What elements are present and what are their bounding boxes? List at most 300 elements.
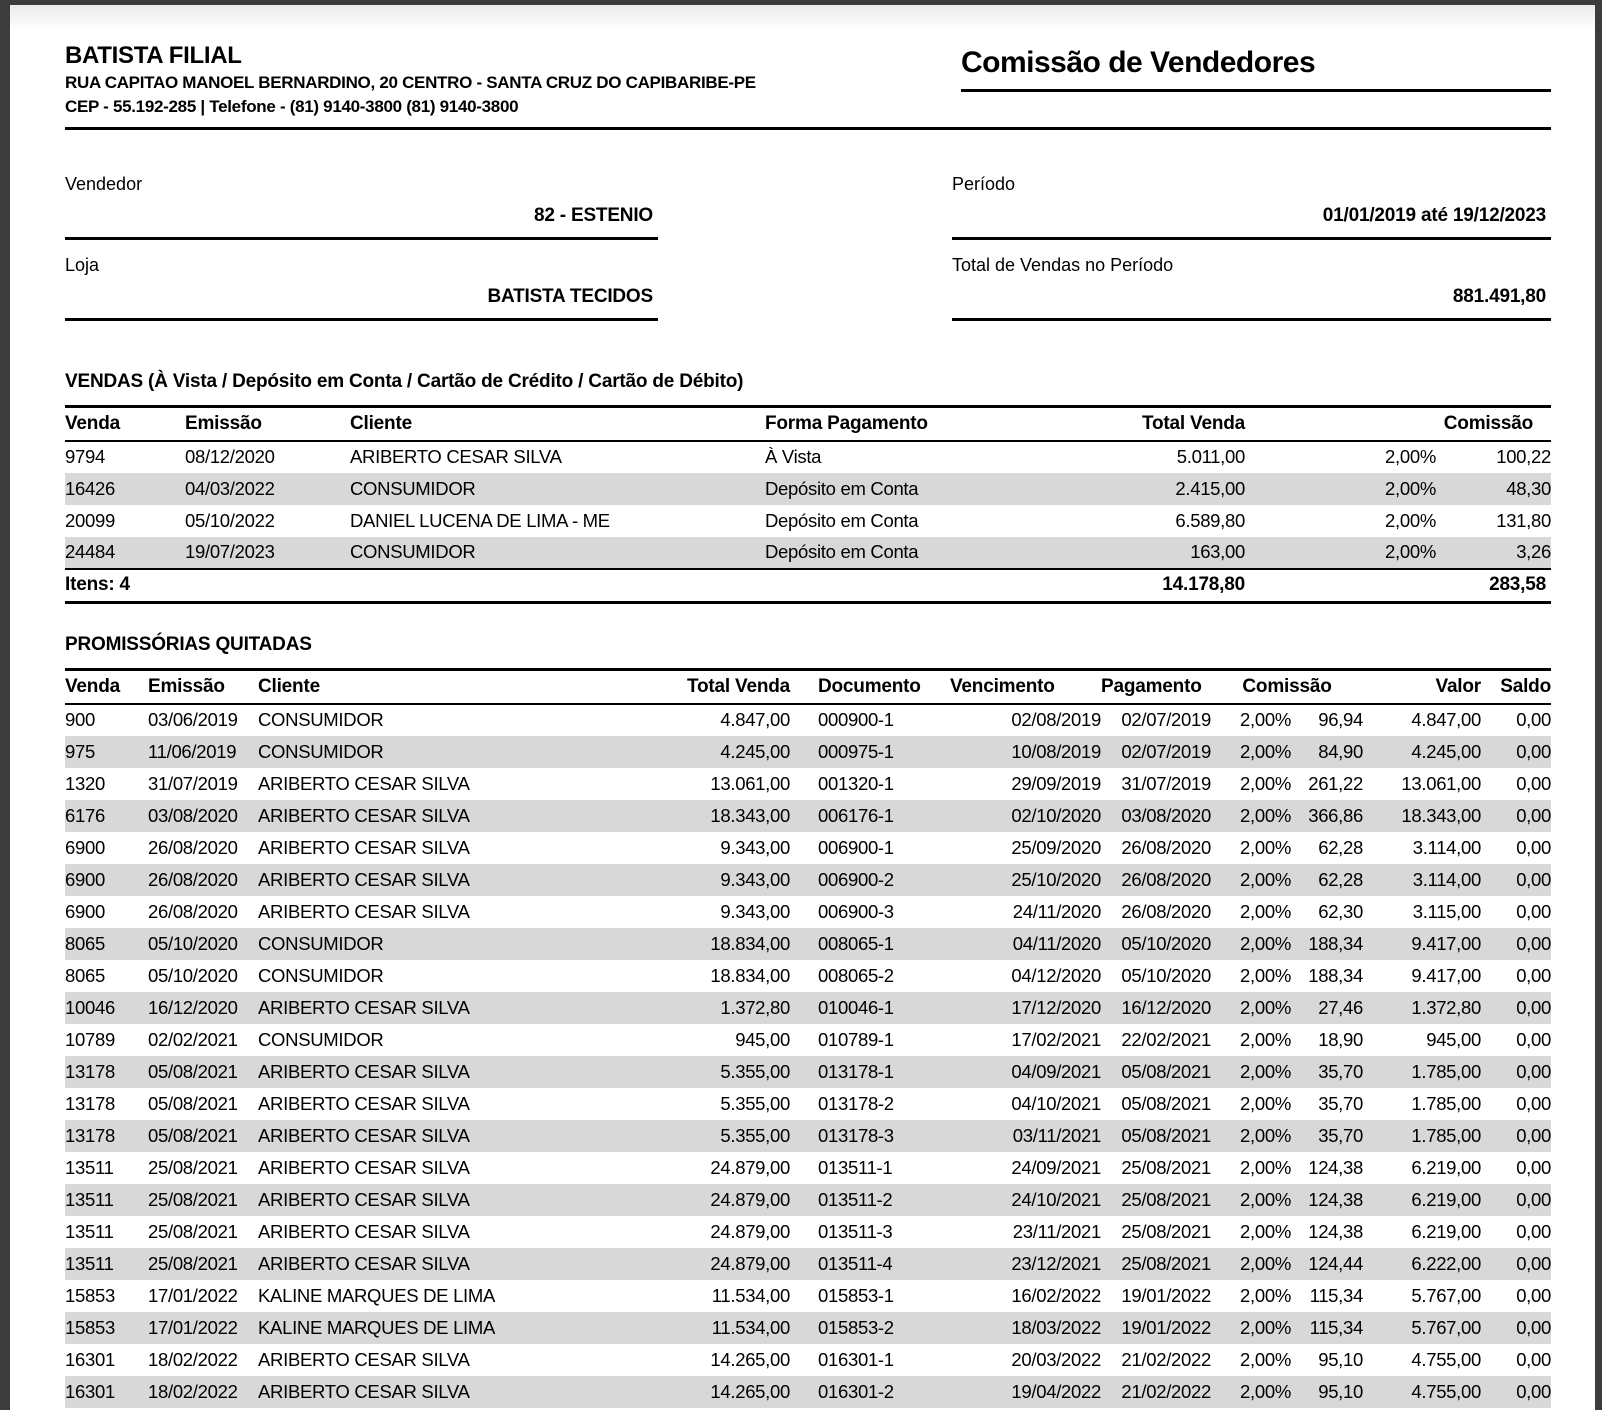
emissao-cell: 05/08/2021 xyxy=(148,1060,238,1082)
emissao-cell: 05/08/2021 xyxy=(148,1092,238,1114)
periodo-label: Período xyxy=(952,174,1016,194)
total-vendas-value: 881.491,80 xyxy=(1452,286,1546,307)
vendas-section-title: VENDAS (À Vista / Depósito em Conta / Cartão de Crédito / Cartão de Débito) xyxy=(65,371,744,392)
vencimento-cell: 10/08/2019 xyxy=(1011,740,1101,762)
cliente-cell: DANIEL LUCENA DE LIMA - ME xyxy=(350,509,610,531)
table-row xyxy=(65,832,1551,864)
pagamento-cell: 05/08/2021 xyxy=(1121,1060,1211,1082)
promissorias-section-title: PROMISSÓRIAS QUITADAS xyxy=(65,634,312,655)
report-header xyxy=(65,41,1551,119)
venda-cell: 900 xyxy=(65,709,95,730)
cliente-cell: ARIBERTO CESAR SILVA xyxy=(258,1124,470,1146)
comissao-pct-cell: 2,00% xyxy=(1240,1380,1291,1402)
cliente-cell: ARIBERTO CESAR SILVA xyxy=(258,868,470,890)
valor-cell: 4.245,00 xyxy=(1411,740,1481,762)
total-venda-cell: 11.534,00 xyxy=(711,1316,790,1338)
comissao-valor-cell: 124,38 xyxy=(1308,1220,1363,1242)
comissao-valor-cell: 3,26 xyxy=(1516,541,1551,562)
total-venda-cell: 4.847,00 xyxy=(720,709,790,730)
comissao-valor-cell: 35,70 xyxy=(1318,1124,1363,1146)
table-row xyxy=(65,1216,1551,1248)
vendas-table-body xyxy=(65,441,1551,569)
col-header-cliente: Cliente xyxy=(258,670,655,704)
field-loja xyxy=(65,253,658,321)
pagamento-cell: 19/01/2022 xyxy=(1121,1284,1211,1306)
pagamento-cell: 05/08/2021 xyxy=(1121,1124,1211,1146)
cliente-cell: ARIBERTO CESAR SILVA xyxy=(258,1188,470,1210)
col-header-vencimento: Vencimento xyxy=(950,670,1101,704)
valor-cell: 1.785,00 xyxy=(1411,1060,1481,1082)
emissao-cell: 17/01/2022 xyxy=(148,1284,238,1306)
saldo-cell: 0,00 xyxy=(1516,932,1551,954)
company-block xyxy=(65,41,961,119)
vencimento-cell: 04/12/2020 xyxy=(1011,964,1101,986)
venda-cell: 6900 xyxy=(65,868,105,890)
cliente-cell: ARIBERTO CESAR SILVA xyxy=(258,804,470,826)
table-row xyxy=(65,768,1551,800)
cliente-cell: ARIBERTO CESAR SILVA xyxy=(258,1092,470,1114)
valor-cell: 6.219,00 xyxy=(1411,1188,1481,1210)
col-header-total-venda: Total Venda xyxy=(1125,407,1245,441)
pagamento-cell: 02/07/2019 xyxy=(1121,709,1211,730)
comissao-valor-cell: 62,28 xyxy=(1318,836,1363,858)
venda-cell: 13178 xyxy=(65,1060,115,1082)
emissao-cell: 25/08/2021 xyxy=(148,1188,238,1210)
emissao-cell: 26/08/2020 xyxy=(148,868,238,890)
comissao-pct-cell: 2,00% xyxy=(1240,932,1291,954)
comissao-valor-cell: 27,46 xyxy=(1318,996,1363,1018)
promissorias-section xyxy=(65,634,1551,1408)
emissao-cell: 19/07/2023 xyxy=(185,541,275,562)
cliente-cell: CONSUMIDOR xyxy=(258,709,384,730)
valor-cell: 6.222,00 xyxy=(1411,1252,1481,1274)
venda-cell: 13511 xyxy=(65,1220,114,1242)
pagamento-cell: 02/07/2019 xyxy=(1121,740,1211,762)
documento-cell: 015853-2 xyxy=(818,1316,894,1338)
total-venda-cell: 5.355,00 xyxy=(720,1124,790,1146)
vencimento-cell: 04/11/2020 xyxy=(1012,932,1101,954)
pagamento-cell: 25/08/2021 xyxy=(1121,1188,1211,1210)
total-venda-cell: 18.343,00 xyxy=(710,804,790,826)
cliente-cell: ARIBERTO CESAR SILVA xyxy=(258,1220,470,1242)
documento-cell: 015853-1 xyxy=(818,1284,894,1306)
company-name: BATISTA FILIAL xyxy=(65,42,242,69)
comissao-valor-cell: 84,90 xyxy=(1318,740,1363,762)
vendas-table xyxy=(65,405,1551,604)
documento-cell: 016301-2 xyxy=(818,1380,894,1402)
valor-cell: 3.115,00 xyxy=(1412,900,1481,922)
pagamento-cell: 26/08/2020 xyxy=(1121,868,1211,890)
info-fields xyxy=(65,172,1551,321)
emissao-cell: 08/12/2020 xyxy=(185,446,275,467)
vencimento-cell: 24/09/2021 xyxy=(1011,1156,1101,1178)
pagamento-cell: 22/02/2021 xyxy=(1121,1028,1211,1050)
total-venda-cell: 4.245,00 xyxy=(720,740,790,762)
documento-cell: 006900-2 xyxy=(818,868,894,890)
emissao-cell: 03/08/2020 xyxy=(148,804,238,826)
venda-cell: 24484 xyxy=(65,541,115,562)
saldo-cell: 0,00 xyxy=(1516,1284,1551,1306)
pagamento-cell: 05/10/2020 xyxy=(1121,964,1211,986)
comissao-pct-cell: 2,00% xyxy=(1240,1188,1291,1210)
emissao-cell: 04/03/2022 xyxy=(185,477,275,499)
venda-cell: 6176 xyxy=(65,804,105,826)
table-row xyxy=(65,1376,1551,1408)
comissao-pct-cell: 2,00% xyxy=(1240,996,1291,1018)
comissao-valor-cell: 18,90 xyxy=(1318,1028,1363,1050)
table-row xyxy=(65,704,1551,736)
col-header-saldo: Saldo xyxy=(1481,670,1551,704)
col-header-total-venda: Total Venda xyxy=(655,670,790,704)
documento-cell: 013511-1 xyxy=(818,1156,893,1178)
company-address: RUA CAPITAO MANOEL BERNARDINO, 20 CENTRO - SANTA CRUZ DO CAPIBARIBE-PE xyxy=(65,73,756,92)
valor-cell: 18.343,00 xyxy=(1401,804,1481,826)
comissao-valor-cell: 100,22 xyxy=(1496,446,1551,467)
saldo-cell: 0,00 xyxy=(1516,709,1551,730)
table-row xyxy=(65,1024,1551,1056)
venda-cell: 975 xyxy=(65,740,95,762)
cliente-cell: ARIBERTO CESAR SILVA xyxy=(350,446,562,467)
documento-cell: 000900-1 xyxy=(818,709,894,730)
company-contact: CEP - 55.192-285 | Telefone - (81) 9140-3800 (81) 9140-3800 xyxy=(65,97,519,116)
saldo-cell: 0,00 xyxy=(1516,1092,1551,1114)
emissao-cell: 05/10/2022 xyxy=(185,509,275,531)
venda-cell: 16301 xyxy=(65,1348,115,1370)
comissao-valor-cell: 115,34 xyxy=(1309,1316,1363,1338)
comissao-valor-cell: 188,34 xyxy=(1308,964,1363,986)
saldo-cell: 0,00 xyxy=(1516,1316,1551,1338)
vencimento-cell: 04/10/2021 xyxy=(1011,1092,1101,1114)
valor-cell: 3.114,00 xyxy=(1412,868,1481,890)
total-venda-cell: 18.834,00 xyxy=(710,964,790,986)
comissao-pct-cell: 2,00% xyxy=(1240,964,1291,986)
comissao-pct-cell: 2,00% xyxy=(1240,1284,1291,1306)
cliente-cell: ARIBERTO CESAR SILVA xyxy=(258,772,470,794)
emissao-cell: 18/02/2022 xyxy=(148,1348,238,1370)
table-row xyxy=(65,537,1551,569)
comissao-valor-cell: 115,34 xyxy=(1309,1284,1363,1306)
emissao-cell: 18/02/2022 xyxy=(148,1380,238,1402)
vencimento-cell: 18/03/2022 xyxy=(1011,1316,1101,1338)
comissao-pct-cell: 2,00% xyxy=(1385,541,1436,562)
documento-cell: 000975-1 xyxy=(818,740,894,762)
forma-pagamento-cell: Depósito em Conta xyxy=(765,509,919,531)
table-row xyxy=(65,441,1551,473)
pagamento-cell: 05/10/2020 xyxy=(1121,932,1211,954)
pagamento-cell: 31/07/2019 xyxy=(1121,772,1211,794)
vencimento-cell: 19/04/2022 xyxy=(1011,1380,1101,1402)
report-page xyxy=(10,5,1595,1410)
emissao-cell: 17/01/2022 xyxy=(148,1316,238,1338)
vencimento-cell: 23/11/2021 xyxy=(1012,1220,1101,1242)
venda-cell: 15853 xyxy=(65,1316,115,1338)
valor-cell: 4.755,00 xyxy=(1411,1380,1481,1402)
cliente-cell: ARIBERTO CESAR SILVA xyxy=(258,836,470,858)
cliente-cell: ARIBERTO CESAR SILVA xyxy=(258,1252,470,1274)
vencimento-cell: 29/09/2019 xyxy=(1011,772,1101,794)
vendas-total-venda-sum: 14.178,80 xyxy=(1125,569,1245,603)
venda-cell: 16301 xyxy=(65,1380,115,1402)
vencimento-cell: 25/10/2020 xyxy=(1011,868,1101,890)
saldo-cell: 0,00 xyxy=(1516,1220,1551,1242)
col-header-emissao: Emissão xyxy=(185,407,350,441)
venda-cell: 6900 xyxy=(65,900,105,922)
comissao-valor-cell: 35,70 xyxy=(1318,1092,1363,1114)
total-venda-cell: 24.879,00 xyxy=(710,1252,790,1274)
col-header-valor: Valor xyxy=(1363,670,1481,704)
pagamento-cell: 19/01/2022 xyxy=(1121,1316,1211,1338)
info-right-column xyxy=(952,172,1551,321)
promissorias-header-row xyxy=(65,670,1551,704)
comissao-pct-cell: 2,00% xyxy=(1240,1156,1291,1178)
promissorias-table xyxy=(65,668,1551,1408)
pagamento-cell: 05/08/2021 xyxy=(1121,1092,1211,1114)
info-left-column xyxy=(65,172,658,321)
saldo-cell: 0,00 xyxy=(1516,996,1551,1018)
saldo-cell: 0,00 xyxy=(1516,804,1551,826)
venda-cell: 10046 xyxy=(65,996,115,1018)
comissao-pct-cell: 2,00% xyxy=(1240,1060,1291,1082)
col-header-comissao: Comissão xyxy=(1245,407,1551,441)
comissao-pct-cell: 2,00% xyxy=(1385,446,1436,467)
emissao-cell: 02/02/2021 xyxy=(148,1028,238,1050)
venda-cell: 20099 xyxy=(65,509,115,531)
valor-cell: 5.767,00 xyxy=(1411,1284,1481,1306)
vendas-table-foot xyxy=(65,569,1551,603)
emissao-cell: 26/08/2020 xyxy=(148,900,238,922)
table-row xyxy=(65,1344,1551,1376)
col-header-venda: Venda xyxy=(65,407,185,441)
saldo-cell: 0,00 xyxy=(1516,1188,1551,1210)
comissao-pct-cell: 2,00% xyxy=(1240,772,1291,794)
comissao-pct-cell: 2,00% xyxy=(1240,836,1291,858)
emissao-cell: 05/08/2021 xyxy=(148,1124,238,1146)
venda-cell: 13511 xyxy=(65,1156,114,1178)
loja-label: Loja xyxy=(65,255,100,275)
vencimento-cell: 03/11/2021 xyxy=(1012,1124,1101,1146)
promissorias-table-head xyxy=(65,670,1551,704)
documento-cell: 013178-1 xyxy=(818,1060,894,1082)
table-row xyxy=(65,505,1551,537)
pagamento-cell: 25/08/2021 xyxy=(1121,1252,1211,1274)
saldo-cell: 0,00 xyxy=(1516,836,1551,858)
comissao-valor-cell: 188,34 xyxy=(1308,932,1363,954)
documento-cell: 013511-2 xyxy=(818,1188,893,1210)
saldo-cell: 0,00 xyxy=(1516,1380,1551,1402)
documento-cell: 013178-2 xyxy=(818,1092,894,1114)
comissao-valor-cell: 366,86 xyxy=(1308,804,1363,826)
pagamento-cell: 26/08/2020 xyxy=(1121,900,1211,922)
field-total-vendas xyxy=(952,253,1551,321)
vencimento-cell: 24/11/2020 xyxy=(1012,900,1101,922)
col-header-venda: Venda xyxy=(65,670,148,704)
table-row xyxy=(65,1248,1551,1280)
documento-cell: 010046-1 xyxy=(818,996,894,1018)
col-header-cliente: Cliente xyxy=(350,407,765,441)
vencimento-cell: 23/12/2021 xyxy=(1011,1252,1101,1274)
cliente-cell: ARIBERTO CESAR SILVA xyxy=(258,1156,470,1178)
emissao-cell: 05/10/2020 xyxy=(148,964,238,986)
total-venda-cell: 14.265,00 xyxy=(710,1348,790,1370)
venda-cell: 13178 xyxy=(65,1092,115,1114)
saldo-cell: 0,00 xyxy=(1516,868,1551,890)
venda-cell: 13178 xyxy=(65,1124,115,1146)
table-row xyxy=(65,800,1551,832)
documento-cell: 006900-3 xyxy=(818,900,894,922)
comissao-valor-cell: 96,94 xyxy=(1318,709,1363,730)
saldo-cell: 0,00 xyxy=(1516,1124,1551,1146)
valor-cell: 9.417,00 xyxy=(1411,964,1481,986)
promissorias-table-body xyxy=(65,704,1551,1408)
venda-cell: 10789 xyxy=(65,1028,115,1050)
table-row xyxy=(65,864,1551,896)
vencimento-cell: 04/09/2021 xyxy=(1011,1060,1101,1082)
emissao-cell: 05/10/2020 xyxy=(148,932,238,954)
vencimento-cell: 02/08/2019 xyxy=(1011,709,1101,730)
comissao-valor-cell: 95,10 xyxy=(1318,1380,1363,1402)
venda-cell: 15853 xyxy=(65,1284,115,1306)
pagamento-cell: 26/08/2020 xyxy=(1121,836,1211,858)
valor-cell: 1.785,00 xyxy=(1411,1124,1481,1146)
comissao-valor-cell: 131,80 xyxy=(1496,509,1551,531)
col-header-documento: Documento xyxy=(790,670,950,704)
comissao-pct-cell: 2,00% xyxy=(1240,1348,1291,1370)
comissao-pct-cell: 2,00% xyxy=(1240,1124,1291,1146)
saldo-cell: 0,00 xyxy=(1516,772,1551,794)
vendas-itens-label: Itens: 4 xyxy=(65,569,1125,603)
documento-cell: 001320-1 xyxy=(818,772,894,794)
total-venda-cell: 9.343,00 xyxy=(720,836,790,858)
total-venda-cell: 24.879,00 xyxy=(710,1188,790,1210)
venda-cell: 9794 xyxy=(65,446,105,467)
cliente-cell: ARIBERTO CESAR SILVA xyxy=(258,1348,470,1370)
periodo-value: 01/01/2019 até 19/12/2023 xyxy=(1322,205,1546,226)
total-venda-cell: 1.372,80 xyxy=(720,996,790,1018)
vendas-totals-row xyxy=(65,569,1551,603)
table-row xyxy=(65,1280,1551,1312)
comissao-valor-cell: 124,38 xyxy=(1308,1188,1363,1210)
pagamento-cell: 16/12/2020 xyxy=(1121,996,1211,1018)
comissao-valor-cell: 48,30 xyxy=(1506,477,1551,499)
title-block xyxy=(961,41,1551,92)
report-title: Comissão de Vendedores xyxy=(961,43,1551,92)
comissao-pct-cell: 2,00% xyxy=(1240,868,1291,890)
table-row xyxy=(65,1152,1551,1184)
venda-cell: 8065 xyxy=(65,932,105,954)
saldo-cell: 0,00 xyxy=(1516,900,1551,922)
total-venda-cell: 5.355,00 xyxy=(720,1060,790,1082)
vencimento-cell: 02/10/2020 xyxy=(1011,804,1101,826)
valor-cell: 13.061,00 xyxy=(1401,772,1481,794)
comissao-valor-cell: 124,38 xyxy=(1308,1156,1363,1178)
documento-cell: 006176-1 xyxy=(818,804,894,826)
total-venda-cell: 945,00 xyxy=(735,1028,790,1050)
valor-cell: 945,00 xyxy=(1426,1028,1481,1050)
total-venda-cell: 24.879,00 xyxy=(710,1156,790,1178)
pagamento-cell: 21/02/2022 xyxy=(1121,1380,1211,1402)
total-venda-cell: 11.534,00 xyxy=(711,1284,790,1306)
valor-cell: 4.847,00 xyxy=(1411,709,1481,730)
documento-cell: 013178-3 xyxy=(818,1124,894,1146)
vendas-section xyxy=(65,371,1551,604)
cliente-cell: CONSUMIDOR xyxy=(258,932,384,954)
col-header-forma-pagamento: Forma Pagamento xyxy=(765,407,1125,441)
cliente-cell: CONSUMIDOR xyxy=(258,740,384,762)
vencimento-cell: 17/02/2021 xyxy=(1011,1028,1101,1050)
venda-cell: 13511 xyxy=(65,1188,114,1210)
saldo-cell: 0,00 xyxy=(1516,1060,1551,1082)
comissao-valor-cell: 62,28 xyxy=(1318,868,1363,890)
total-venda-cell: 13.061,00 xyxy=(710,772,790,794)
emissao-cell: 11/06/2019 xyxy=(148,740,237,762)
valor-cell: 6.219,00 xyxy=(1411,1220,1481,1242)
forma-pagamento-cell: À Vista xyxy=(765,446,822,467)
valor-cell: 6.219,00 xyxy=(1411,1156,1481,1178)
table-row xyxy=(65,928,1551,960)
cliente-cell: CONSUMIDOR xyxy=(258,1028,384,1050)
vendas-header-row xyxy=(65,407,1551,441)
emissao-cell: 31/07/2019 xyxy=(148,772,238,794)
vendedor-label: Vendedor xyxy=(65,174,143,194)
emissao-cell: 03/06/2019 xyxy=(148,709,238,730)
comissao-valor-cell: 261,22 xyxy=(1308,772,1363,794)
table-row xyxy=(65,1312,1551,1344)
valor-cell: 1.372,80 xyxy=(1411,996,1481,1018)
documento-cell: 013511-3 xyxy=(818,1220,893,1242)
valor-cell: 3.114,00 xyxy=(1412,836,1481,858)
cliente-cell: ARIBERTO CESAR SILVA xyxy=(258,1380,470,1402)
valor-cell: 1.785,00 xyxy=(1411,1092,1481,1114)
vencimento-cell: 17/12/2020 xyxy=(1011,996,1101,1018)
cliente-cell: CONSUMIDOR xyxy=(350,477,476,499)
venda-cell: 8065 xyxy=(65,964,105,986)
total-venda-cell: 24.879,00 xyxy=(710,1220,790,1242)
emissao-cell: 25/08/2021 xyxy=(148,1252,238,1274)
cliente-cell: ARIBERTO CESAR SILVA xyxy=(258,900,470,922)
vencimento-cell: 25/09/2020 xyxy=(1011,836,1101,858)
total-vendas-label: Total de Vendas no Período xyxy=(952,255,1174,275)
total-venda-cell: 9.343,00 xyxy=(720,868,790,890)
documento-cell: 006900-1 xyxy=(818,836,894,858)
vendas-table-head xyxy=(65,407,1551,441)
cliente-cell: ARIBERTO CESAR SILVA xyxy=(258,996,470,1018)
table-row xyxy=(65,1088,1551,1120)
table-row xyxy=(65,992,1551,1024)
table-row xyxy=(65,1184,1551,1216)
comissao-pct-cell: 2,00% xyxy=(1240,900,1291,922)
table-row xyxy=(65,736,1551,768)
saldo-cell: 0,00 xyxy=(1516,740,1551,762)
total-venda-cell: 9.343,00 xyxy=(720,900,790,922)
cliente-cell: CONSUMIDOR xyxy=(258,964,384,986)
total-venda-cell: 6.589,80 xyxy=(1175,509,1245,531)
comissao-pct-cell: 2,00% xyxy=(1240,1028,1291,1050)
saldo-cell: 0,00 xyxy=(1516,1028,1551,1050)
pagamento-cell: 21/02/2022 xyxy=(1121,1348,1211,1370)
emissao-cell: 26/08/2020 xyxy=(148,836,238,858)
documento-cell: 016301-1 xyxy=(818,1348,894,1370)
table-row xyxy=(65,960,1551,992)
col-header-comissao: Comissão xyxy=(1211,670,1363,704)
documento-cell: 010789-1 xyxy=(818,1028,894,1050)
comissao-valor-cell: 35,70 xyxy=(1318,1060,1363,1082)
valor-cell: 4.755,00 xyxy=(1411,1348,1481,1370)
documento-cell: 013511-4 xyxy=(818,1252,893,1274)
comissao-pct-cell: 2,00% xyxy=(1240,804,1291,826)
cliente-cell: CONSUMIDOR xyxy=(350,541,476,562)
vencimento-cell: 20/03/2022 xyxy=(1011,1348,1101,1370)
report-content xyxy=(10,5,1595,1408)
